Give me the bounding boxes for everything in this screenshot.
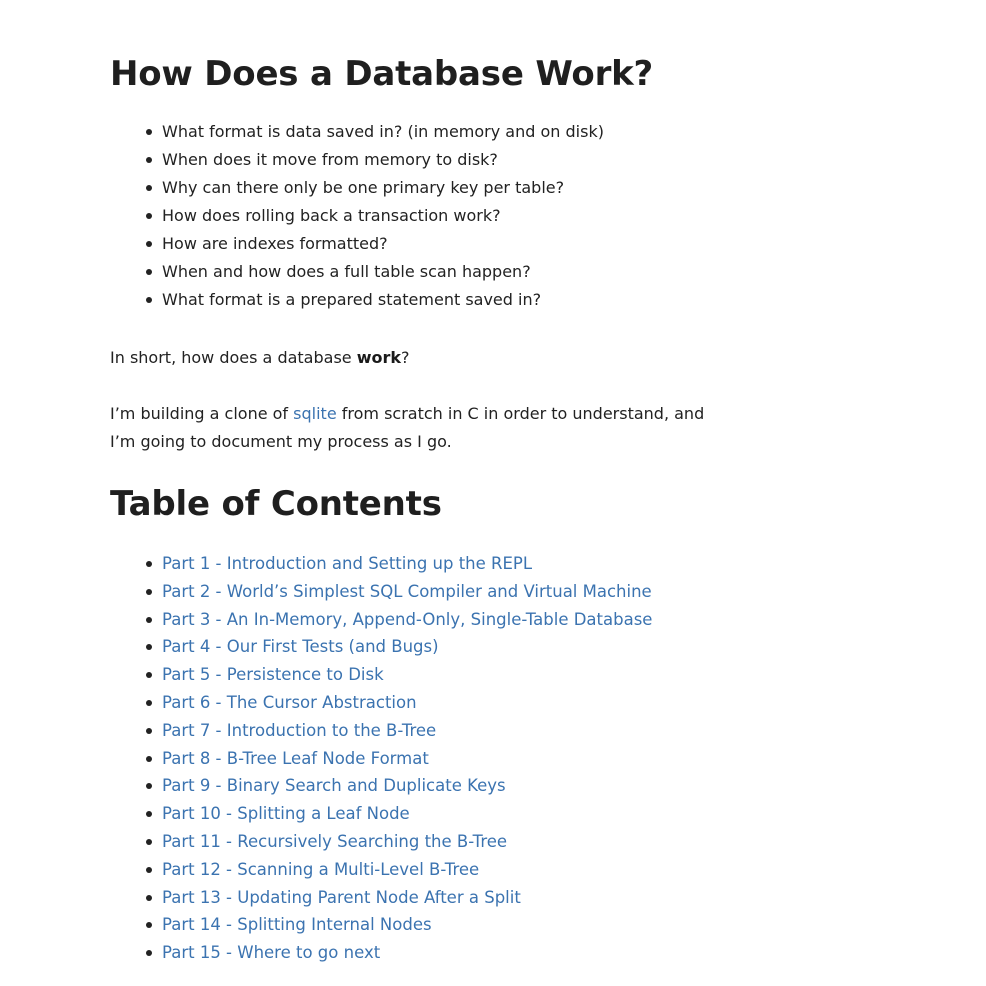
toc-title: Table of Contents — [110, 484, 442, 524]
toc-link-part-12[interactable]: Part 12 - Scanning a Multi-Level B-Tree — [162, 859, 480, 879]
list-item: How does rolling back a transaction work? — [162, 202, 870, 230]
toc-link-part-10[interactable]: Part 10 - Splitting a Leaf Node — [162, 804, 410, 824]
toc-link-part-6[interactable]: Part 6 - The Cursor Abstraction — [162, 692, 417, 712]
page-title: How Does a Database Work? — [110, 54, 654, 94]
toc-link-part-2[interactable]: Part 2 - World’s Simplest SQL Compiler and Virtual Machine — [162, 581, 652, 601]
sqlite-link[interactable]: sqlite — [293, 404, 337, 423]
toc-link-part-7[interactable]: Part 7 - Introduction to the B-Tree — [162, 720, 437, 740]
summary-text: In short, how does a database — [110, 348, 357, 367]
list-item: How are indexes formatted? — [162, 230, 870, 258]
toc-link-part-14[interactable]: Part 14 - Splitting Internal Nodes — [162, 915, 432, 935]
toc-item — [162, 606, 870, 634]
toc-item — [162, 550, 870, 578]
list-item: What format is a prepared statement saved in? — [162, 286, 870, 314]
intro-text-line2: I’m going to document my process as I go. — [110, 432, 452, 451]
toc-item — [162, 884, 870, 912]
intro-paragraph — [110, 400, 870, 456]
summary-end: ? — [401, 348, 410, 367]
list-item: When and how does a full table scan happen? — [162, 258, 870, 286]
toc-item — [162, 911, 870, 939]
list-item: What format is data saved in? (in memory and on disk) — [162, 118, 870, 146]
toc-item — [162, 745, 870, 773]
toc-item — [162, 633, 870, 661]
toc-link-part-4[interactable]: Part 4 - Our First Tests (and Bugs) — [162, 637, 439, 657]
toc-link-part-15[interactable]: Part 15 - Where to go next — [162, 943, 381, 963]
toc-link-part-13[interactable]: Part 13 - Updating Parent Node After a Split — [162, 887, 521, 907]
list-item: Why can there only be one primary key per table? — [162, 174, 870, 202]
toc-item — [162, 717, 870, 745]
toc-link-part-3[interactable]: Part 3 - An In-Memory, Append-Only, Single-Table Database — [162, 609, 653, 629]
toc-item — [162, 689, 870, 717]
questions-list — [110, 118, 870, 314]
toc-link-part-9[interactable]: Part 9 - Binary Search and Duplicate Keys — [162, 776, 506, 796]
list-item: When does it move from memory to disk? — [162, 146, 870, 174]
toc-link-part-1[interactable]: Part 1 - Introduction and Setting up the REPL — [162, 554, 533, 573]
toc-link-part-8[interactable]: Part 8 - B-Tree Leaf Node Format — [162, 748, 429, 768]
toc-item — [162, 661, 870, 689]
toc-link-part-5[interactable]: Part 5 - Persistence to Disk — [162, 665, 384, 685]
summary-paragraph — [110, 344, 870, 372]
document-page — [110, 48, 870, 967]
toc-item — [162, 856, 870, 884]
toc-item — [162, 939, 870, 967]
table-of-contents — [110, 550, 870, 967]
toc-item — [162, 828, 870, 856]
toc-item — [162, 772, 870, 800]
summary-bold-word: work — [356, 348, 402, 367]
toc-item — [162, 800, 870, 828]
toc-item — [162, 578, 870, 606]
intro-text: I’m building a clone of — [110, 404, 294, 423]
toc-link-part-11[interactable]: Part 11 - Recursively Searching the B-Tree — [162, 831, 508, 851]
intro-text-cont: from scratch in C in order to understand, and — [336, 404, 705, 423]
